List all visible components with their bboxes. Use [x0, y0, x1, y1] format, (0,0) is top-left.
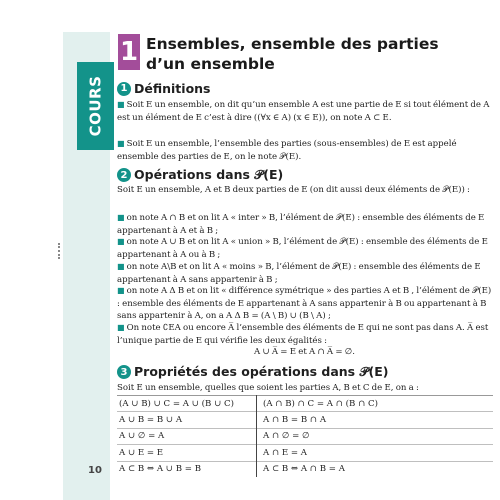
- definition-1: ■ Soit E un ensemble, on dit qu’un ensemble A est une partie de E si tout élément de A est un élément de E c’est à dire ((∀x ∈ A) (x ∈ E)), on note A ⊂ E.: [117, 100, 490, 123]
- intersection-property: (A ∩ B) ∩ C = A ∩ (B ∩ C): [257, 396, 494, 412]
- bullet-square-icon: ■: [117, 286, 125, 295]
- table-row: [117, 445, 493, 461]
- intersection-property: A ∩ B = B ∩ A: [257, 412, 494, 428]
- operation-intersection: ■ on note A ∩ B et on lit A « inter » B, l’élément de 𝒫(E) : ensemble des éléments de E appartenant à A et à B ;: [117, 213, 485, 236]
- operation-union: ■ on note A ∪ B et on lit A « union » B, l’élément de 𝒫(E) : ensemble des éléments de E appartenant à A ou à B ;: [117, 237, 488, 260]
- bullet-square-icon: ■: [117, 262, 125, 271]
- section-title: Propriétés des opérations dans 𝒫(E): [134, 364, 389, 379]
- intersection-property: A ⊂ B ⇔ A ∩ B = A: [257, 461, 494, 477]
- cours-tab: [77, 62, 114, 150]
- section-number-badge: 1: [117, 82, 131, 96]
- definition-2: ■ Soit E un ensemble, l’ensemble des parties (sous-ensembles) de E est appelé ensemble des parties de E, on le note 𝒫(E).: [117, 139, 457, 162]
- section-number-badge: 3: [117, 365, 131, 379]
- section-1-heading: [117, 81, 211, 96]
- operation-difference: ■ on note A\B et on lit A « moins » B, l’élément de 𝒫(E) : ensemble des éléments de E appartenant à A sans appartenir à B ;: [117, 262, 481, 285]
- table-row: [117, 396, 493, 412]
- union-property: (A ∪ B) ∪ C = A ∪ (B ∪ C): [117, 396, 257, 412]
- bullet-square-icon: ■: [117, 237, 125, 246]
- section-2-heading: [117, 167, 283, 183]
- properties-intro: Soit E un ensemble, quelles que soient les parties A, B et C de E, on a :: [117, 383, 419, 393]
- union-property: A ⊂ B ⇔ A ∪ B = B: [117, 461, 257, 477]
- operations-intro: Soit E un ensemble, A et B deux parties de E (on dit aussi deux éléments de 𝒫(E)) :: [117, 185, 470, 195]
- intersection-property: A ∩ E = A: [257, 445, 494, 461]
- table-row: [117, 461, 493, 477]
- intersection-property: A ∩ ∅ = ∅: [257, 428, 494, 444]
- section-number-badge: 2: [117, 168, 131, 182]
- chapter-number: 1: [118, 34, 140, 70]
- bullet-square-icon: ■: [117, 139, 125, 148]
- operation-complement: ■ On note ∁EA ou encore A̅ l’ensemble des éléments de E qui ne sont pas dans A. A̅ est l’unique partie de E qui vérifie les deux égalités :: [117, 323, 489, 346]
- operation-symmetric-difference: ■ on note A Δ B et on lit « différence symétrique » des parties A et B , l’élément de 𝒫(E) : ensemble des éléments de E appartenant à A sans appartenir à B ou appartenant à B sans appartenir à A, on a A Δ B = (A \ B) ∪ (B \ A) ;: [117, 286, 492, 322]
- bullet-square-icon: ■: [117, 323, 125, 332]
- section-3-heading: [117, 364, 388, 380]
- table-row: [117, 428, 493, 444]
- margin-dots: [58, 243, 64, 259]
- properties-table: [117, 395, 493, 477]
- cours-tab-label: COURS: [86, 75, 105, 137]
- page-number: 10: [88, 465, 102, 476]
- table-row: [117, 412, 493, 428]
- complement-equalities: A ∪ A̅ = E et A ∩ A̅ = ∅.: [254, 347, 355, 357]
- bullet-square-icon: ■: [117, 100, 125, 109]
- union-property: A ∪ ∅ = A: [117, 428, 257, 444]
- union-property: A ∪ E = E: [117, 445, 257, 461]
- section-title: Opérations dans 𝒫(E): [134, 167, 284, 182]
- section-title: Définitions: [134, 81, 211, 96]
- bullet-square-icon: ■: [117, 213, 125, 222]
- union-property: A ∪ B = B ∪ A: [117, 412, 257, 428]
- chapter-title: Ensembles, ensemble des parties d’un ensemble: [146, 35, 439, 73]
